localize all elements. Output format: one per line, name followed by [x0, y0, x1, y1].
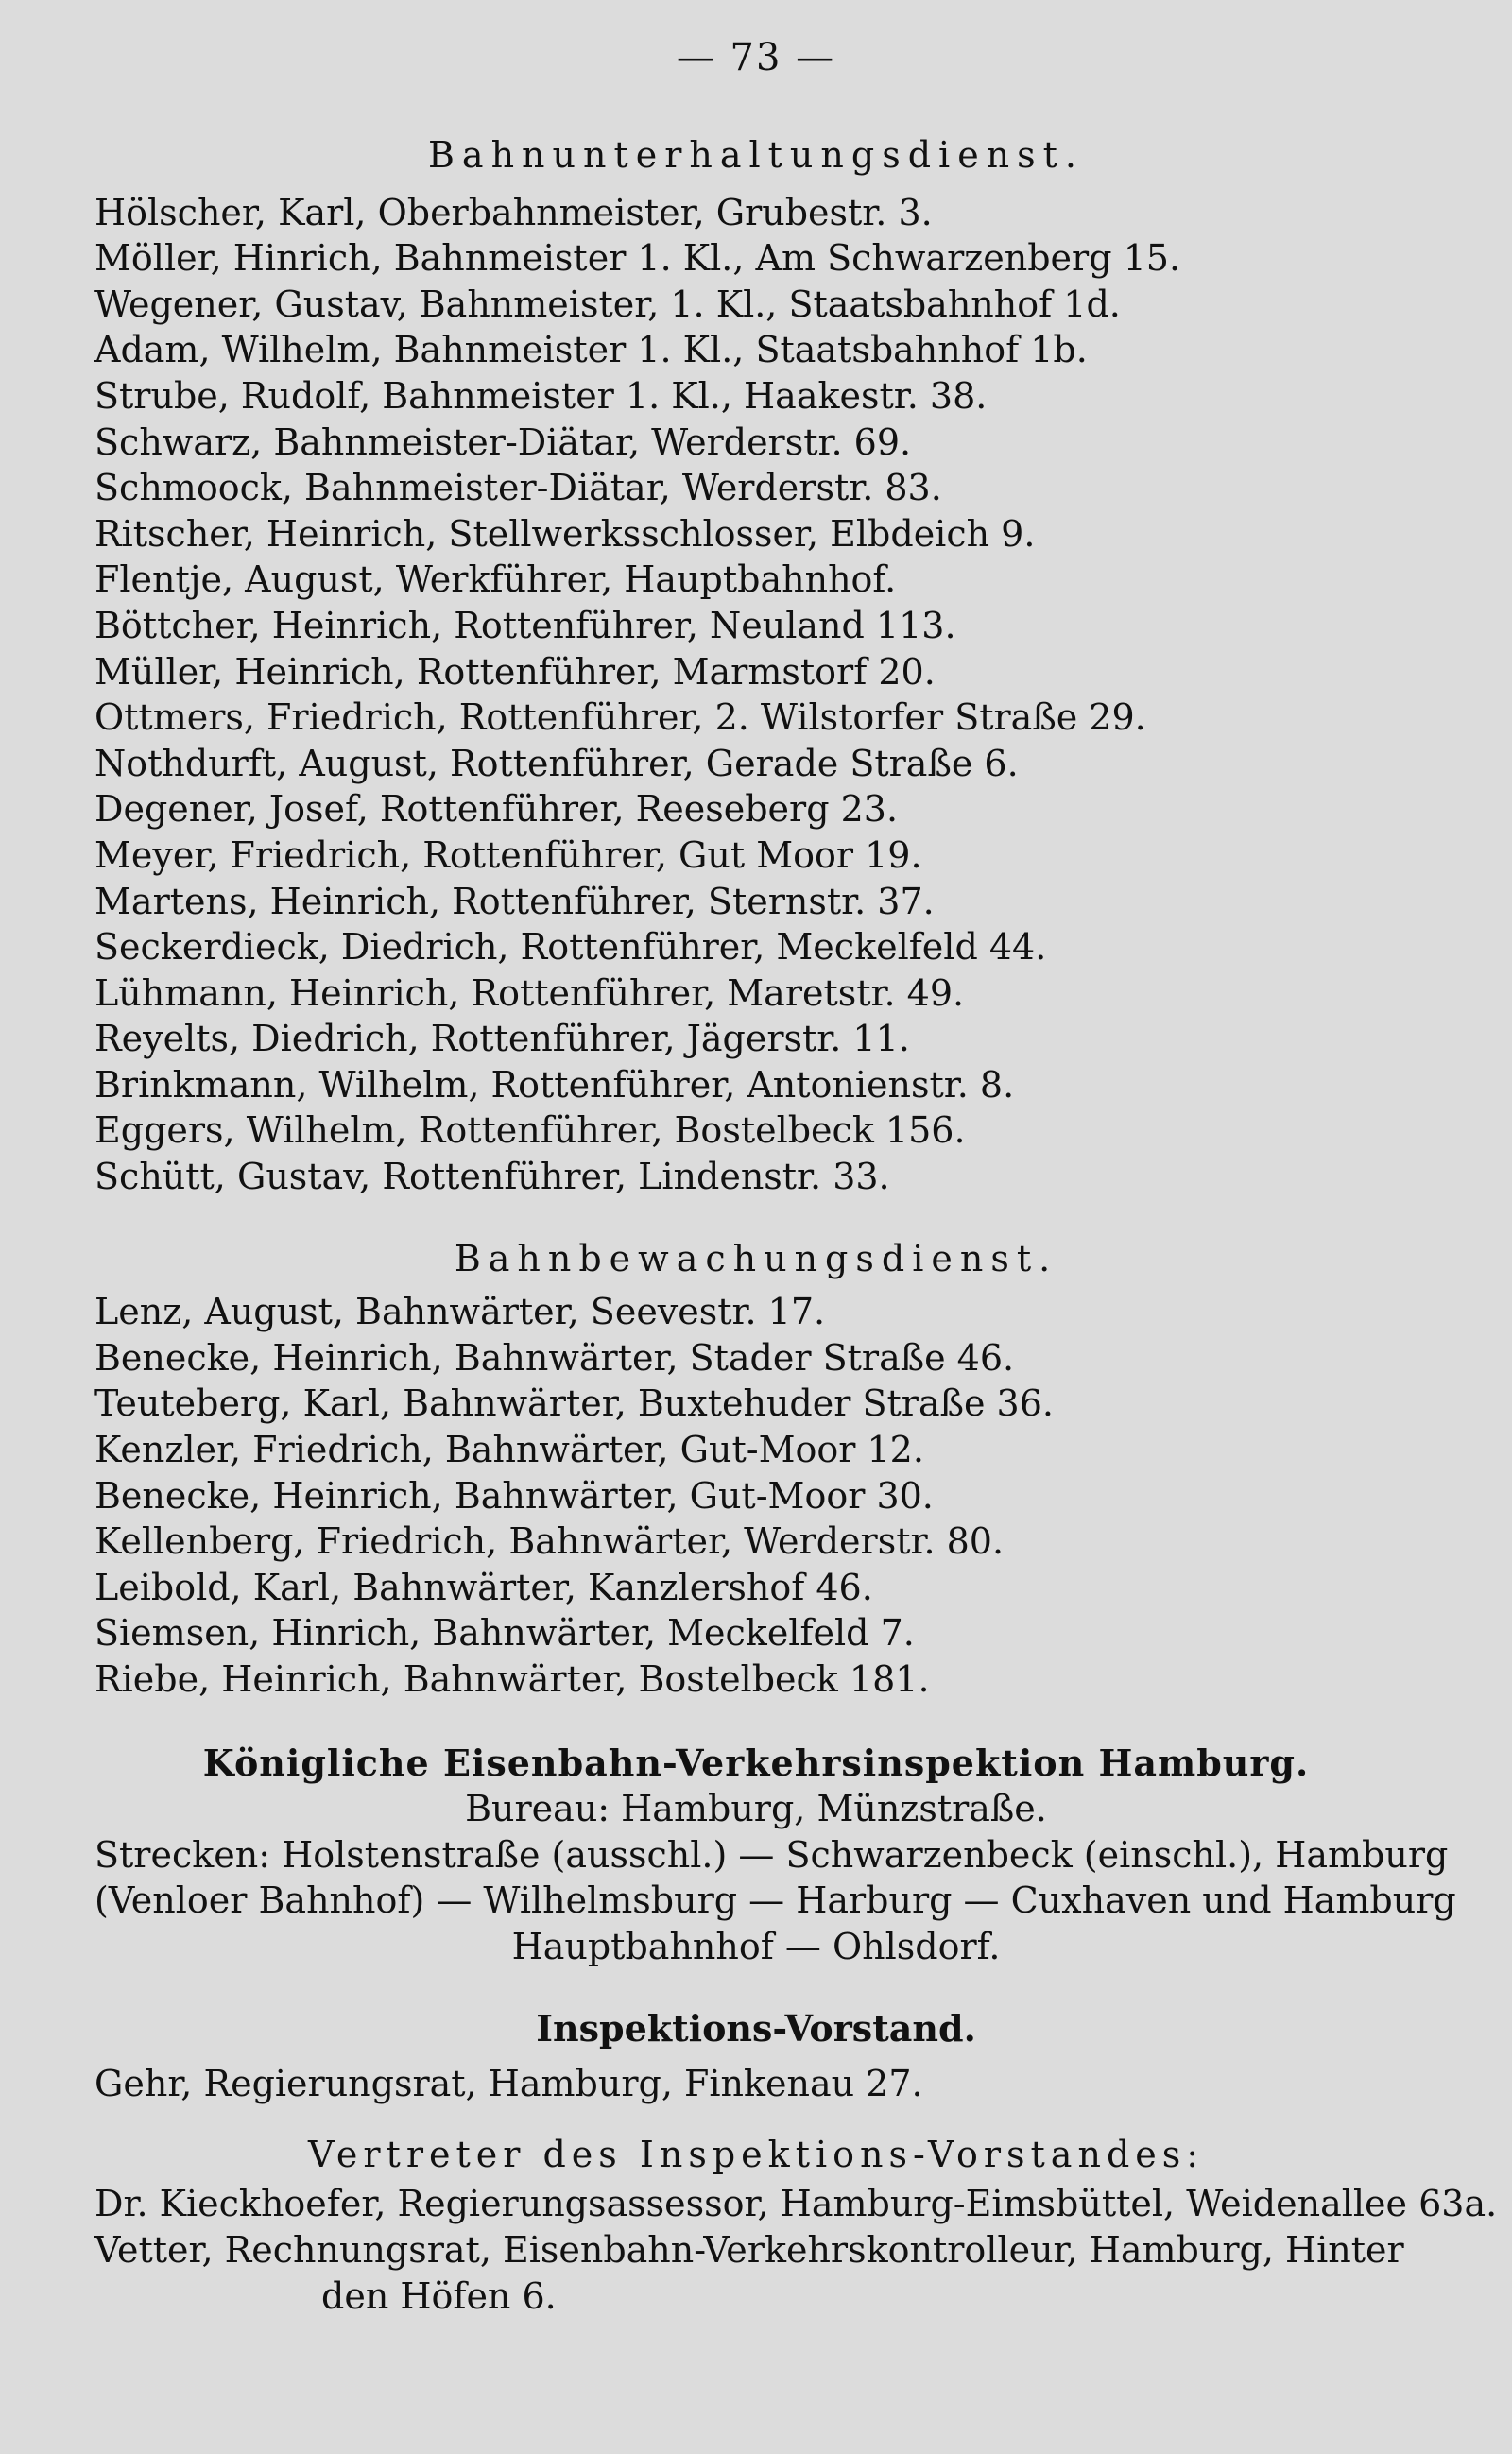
section-heading-bahnunterhaltungsdienst: Bahnunterhaltungsdienst.	[427, 134, 1084, 176]
list-item: Flentje, August, Werkführer, Hauptbahnhof.	[94, 558, 897, 601]
list-item: Schmoock, Bahnmeister-Diätar, Werderstr. 83.	[94, 467, 942, 509]
section-heading-vorstand: Inspektions-Vorstand.	[536, 2006, 976, 2050]
vertreter-entry-2-line-2: den Höfen 6.	[321, 2274, 557, 2317]
list-item: Schütt, Gustav, Rottenführer, Lindenstr. 33.	[94, 1156, 890, 1198]
list-item: Brinkmann, Wilhelm, Rottenführer, Antonienstr. 8.	[94, 1063, 1015, 1106]
strecken-line-2: (Venloer Bahnhof) — Wilhelmsburg — Harburg — Cuxhaven und Hamburg	[94, 1879, 1456, 1922]
section-heading-inspektion: Königliche Eisenbahn-Verkehrsinspektion Hamburg.	[202, 1741, 1310, 1784]
list-item: Meyer, Friedrich, Rottenführer, Gut Moor 19.	[94, 833, 922, 876]
list-item: Leibold, Karl, Bahnwärter, Kanzlershof 46.	[94, 1566, 873, 1608]
page-number: — 73 —	[676, 36, 836, 79]
section-heading-vertreter: Vertreter des Inspektions-Vorstandes:	[307, 2133, 1205, 2175]
list-item: Seckerdieck, Diedrich, Rottenführer, Meckelfeld 44.	[94, 926, 1047, 969]
list-item: Reyelts, Diedrich, Rottenführer, Jägerstr. 11.	[94, 1018, 910, 1060]
list-item: Martens, Heinrich, Rottenführer, Sternstr. 37.	[94, 880, 935, 922]
list-item: Ritscher, Heinrich, Stellwerksschlosser, Elbdeich 9.	[94, 512, 1036, 555]
list-item: Lenz, August, Bahnwärter, Seevestr. 17.	[94, 1291, 826, 1333]
bureau-line: Bureau: Hamburg, Münzstraße.	[465, 1788, 1047, 1830]
strecken-line-1: Strecken: Holstenstraße (ausschl.) — Schwarzenbeck (einschl.), Hamburg	[94, 1833, 1449, 1876]
list-item: Lühmann, Heinrich, Rottenführer, Maretstr. 49.	[94, 971, 965, 1014]
list-item: Kellenberg, Friedrich, Bahnwärter, Werderstr. 80.	[94, 1520, 1005, 1563]
list-item: Müller, Heinrich, Rottenführer, Marmstorf 20.	[94, 650, 936, 693]
list-item: Benecke, Heinrich, Bahnwärter, Gut-Moor 30.	[94, 1474, 934, 1517]
list-item: Kenzler, Friedrich, Bahnwärter, Gut-Moor 12.	[94, 1429, 924, 1471]
list-item: Benecke, Heinrich, Bahnwärter, Stader Straße 46.	[94, 1336, 1015, 1379]
list-item: Strube, Rudolf, Bahnmeister 1. Kl., Haakestr. 38.	[94, 374, 988, 417]
vertreter-entry-2-line-1: Vetter, Rechnungsrat, Eisenbahn-Verkehrskontrolleur, Hamburg, Hinter	[94, 2228, 1404, 2271]
entry-list	[94, 190, 1418, 1200]
list-item: Böttcher, Heinrich, Rottenführer, Neuland 113.	[94, 604, 956, 646]
list-item: Eggers, Wilhelm, Rottenführer, Bostelbeck 156.	[94, 1109, 966, 1152]
page-content	[94, 132, 1498, 2319]
list-item: Riebe, Heinrich, Bahnwärter, Bostelbeck 181.	[94, 1658, 930, 1700]
section-heading-bahnbewachungsdienst: Bahnbewachungsdienst.	[454, 1237, 1058, 1279]
vertreter-entry-1: Dr. Kieckhoefer, Regierungsassessor, Hamburg-Eimsbüttel, Weidenallee 63a.	[94, 2183, 1498, 2225]
list-item: Schwarz, Bahnmeister-Diätar, Werderstr. 69.	[94, 420, 912, 463]
list-item: Nothdurft, August, Rottenführer, Gerade Straße 6.	[94, 742, 1019, 784]
strecken-line-3: Hauptbahnhof — Ohlsdorf.	[511, 1925, 1001, 1967]
list-item: Wegener, Gustav, Bahnmeister, 1. Kl., Staatsbahnhof 1d.	[94, 283, 1121, 325]
list-item: Möller, Hinrich, Bahnmeister 1. Kl., Am Schwarzenberg 15.	[94, 237, 1181, 280]
vorstand-entry: Gehr, Regierungsrat, Hamburg, Finkenau 27.	[94, 2063, 923, 2105]
list-item: Ottmers, Friedrich, Rottenführer, 2. Wilstorfer Straße 29.	[94, 696, 1146, 739]
list-item: Hölscher, Karl, Oberbahnmeister, Grubestr. 3.	[94, 191, 933, 233]
list-item: Adam, Wilhelm, Bahnmeister 1. Kl., Staatsbahnhof 1b.	[94, 329, 1088, 371]
list-item: Siemsen, Hinrich, Bahnwärter, Meckelfeld 7.	[94, 1612, 915, 1655]
list-item: Teuteberg, Karl, Bahnwärter, Buxtehuder Straße 36.	[94, 1382, 1054, 1425]
entry-list	[94, 1289, 1418, 1702]
list-item: Degener, Josef, Rottenführer, Reeseberg 23.	[94, 788, 899, 831]
